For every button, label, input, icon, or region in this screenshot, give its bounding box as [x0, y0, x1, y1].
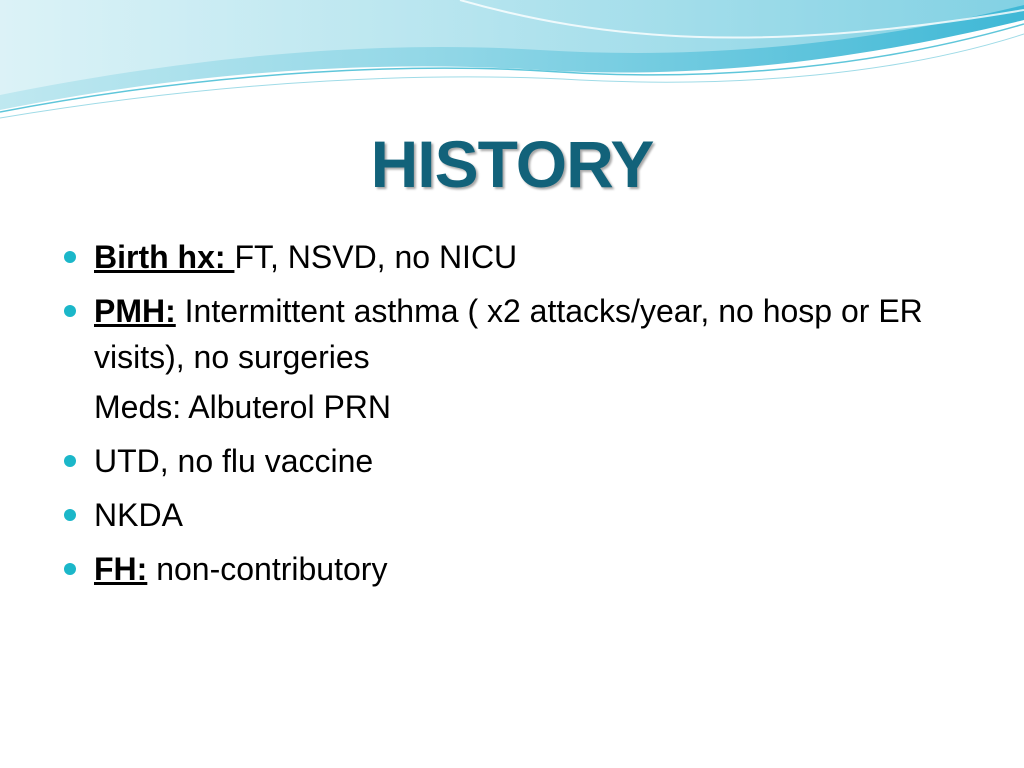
list-item-allergies	[62, 492, 982, 538]
list-item-birth-hx	[62, 234, 982, 280]
bullet-dot-icon	[64, 305, 76, 317]
item-label: PMH:	[94, 293, 176, 329]
item-text: FT, NSVD, no NICU	[234, 239, 518, 275]
bullet-dot-icon	[64, 509, 76, 521]
list-item-immunizations	[62, 438, 982, 484]
bullet-dot-icon	[64, 455, 76, 467]
item-text: NKDA	[94, 497, 183, 533]
bullet-dot-icon	[64, 251, 76, 263]
item-text: Meds: Albuterol PRN	[94, 389, 392, 425]
item-label: FH:	[94, 551, 148, 587]
bullet-list	[62, 234, 982, 600]
item-text: Intermittent asthma ( x2 attacks/year, no hosp or ER visits), no surgeries	[94, 293, 923, 375]
slide-title: HISTORY	[370, 127, 654, 201]
list-item-fh	[62, 546, 982, 592]
item-label: Birth hx:	[94, 239, 235, 275]
bullet-dot-icon	[64, 563, 76, 575]
list-item-pmh	[62, 288, 982, 380]
item-text: UTD, no flu vaccine	[94, 443, 374, 479]
item-text: non-contributory	[147, 551, 388, 587]
list-item-meds	[62, 384, 982, 430]
header-wave-decoration	[0, 0, 1024, 130]
